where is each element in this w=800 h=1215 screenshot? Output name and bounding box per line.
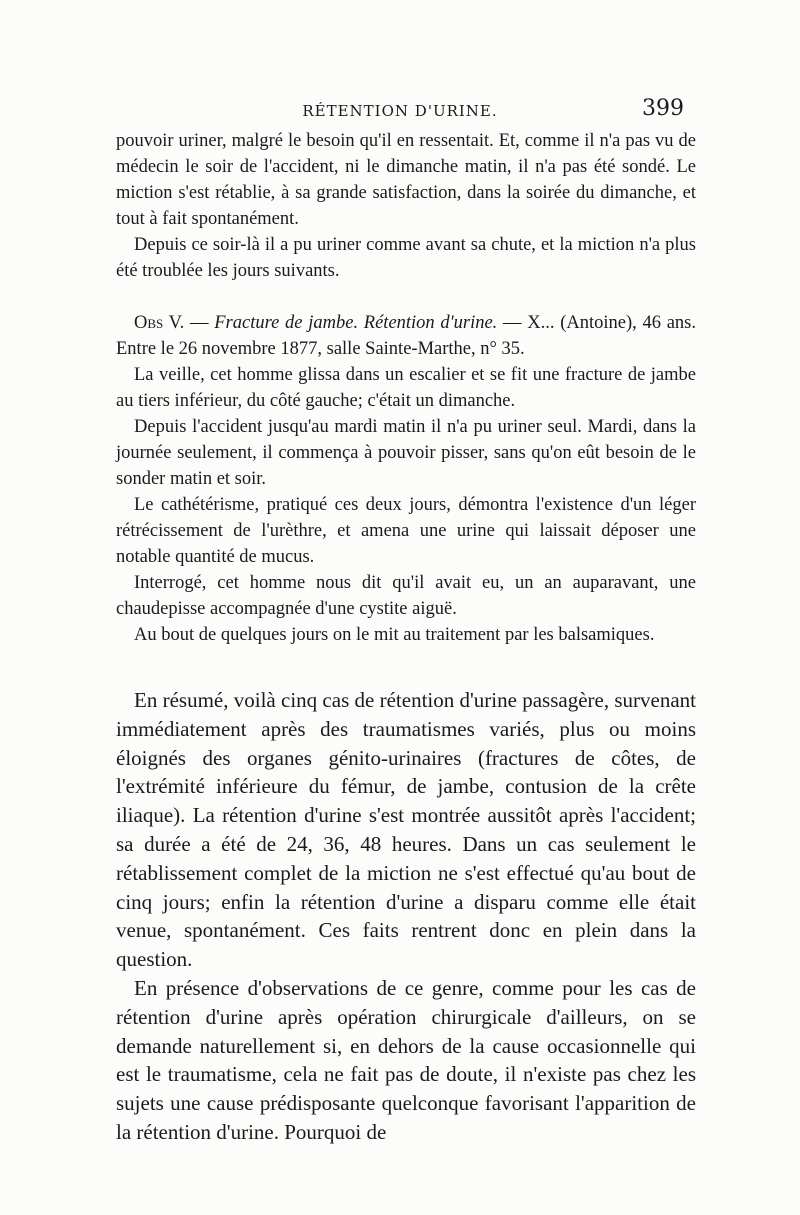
page-number: 399 bbox=[642, 96, 684, 121]
observation-title: Fracture de jambe. Rétention d'urine. bbox=[214, 313, 498, 333]
main-paragraph-1: En résumé, voilà cinq cas de rétention d'urine passagère, survenant immédiatement après des traumatismes variés, plus ou moins éloignés des organes génito-urinaires (fractures de côtes, de l'extrémité inférieure du fémur, de jambe, contusion de la crête iliaque). La rétention d'urine s'est montrée aussitôt après l'accident; sa durée a été de 24, 36, 48 heures. Dans un cas seulement le rétablissement complet de la miction ne s'est effectué qu'au bout de cinq jours; enfin la rétention d'urine a disparu comme elle était venue, spontanément. Ces faits rentrent donc en plein dans la question. bbox=[116, 688, 696, 972]
observation-paragraph-1: La veille, cet homme glissa dans un escalier et se fit une fracture de jambe au tiers inférieur, du côté gauche; c'était un dimanche. bbox=[116, 365, 696, 411]
observation-paragraph-3: Le cathétérisme, pratiqué ces deux jours, démontra l'existence d'un léger rétrécissement de l'urèthre, et amena une urine qui laissait déposer une notable quantité de mucus. bbox=[116, 495, 696, 567]
observation-paragraph-4: Interrogé, cet homme nous dit qu'il avait eu, un an auparavant, une chaudepisse accompagnée d'une cystite aiguë. bbox=[116, 573, 696, 619]
running-title: RÉTENTION D'URINE. bbox=[302, 102, 498, 120]
continuation-paragraph-2: Depuis ce soir-là il a pu uriner comme avant sa chute, et la miction n'a plus été troublée les jours suivants. bbox=[116, 235, 696, 281]
observation-heading bbox=[116, 310, 696, 362]
observation-patient: — X... (Antoine), 46 ans. Entre le 26 novembre 1877, salle Sainte-Marthe, n° 35. bbox=[116, 313, 697, 359]
continuation-paragraph-1: pouvoir uriner, malgré le besoin qu'il en ressentait. Et, comme il n'a pas vu de médecin le soir de l'accident, ni le dimanche matin, il n'a pas été sondé. Le miction s'est rétablie, à sa grande satisfaction, dans la soirée du dimanche, et tout à fait spontanément. bbox=[116, 131, 696, 229]
main-text bbox=[116, 686, 696, 1147]
observation-paragraph-2: Depuis l'accident jusqu'au mardi matin il n'a pu uriner seul. Mardi, dans la journée seulement, il commença à pouvoir pisser, sans qu'on eût besoin de le sonder matin et soir. bbox=[116, 417, 696, 489]
running-head bbox=[112, 96, 688, 126]
observation-label: Obs V. bbox=[134, 313, 185, 333]
observation-paragraph-5: Au bout de quelques jours on le mit au traitement par les balsamiques. bbox=[134, 625, 655, 645]
continuation-text bbox=[116, 128, 696, 284]
observation-dash: — bbox=[184, 313, 215, 333]
observation-block bbox=[116, 310, 696, 648]
main-paragraph-2: En présence d'observations de ce genre, comme pour les cas de rétention d'urine après opération chirurgicale d'ailleurs, on se demande naturellement si, en dehors de la cause occasionnelle qui est le traumatisme, cela ne fait pas de doute, il n'existe pas chez les sujets une cause prédisposante quelconque favorisant l'apparition de la rétention d'urine. Pourquoi de bbox=[116, 975, 696, 1144]
